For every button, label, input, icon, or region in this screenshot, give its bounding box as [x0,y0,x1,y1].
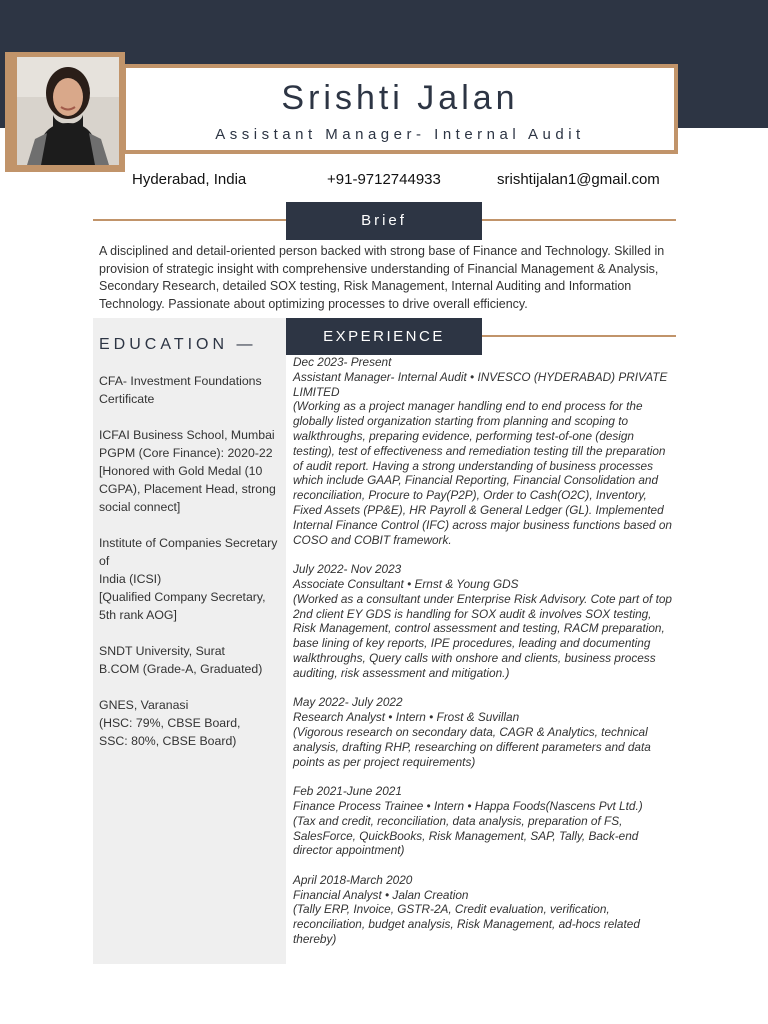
experience-role: Financial Analyst • Jalan Creation [293,887,469,902]
education-list [99,372,284,768]
experience-role: Assistant Manager- Internal Audit • INVESCO (HYDERABAD) PRIVATE LIMITED [293,369,668,399]
candidate-name: Srishti Jalan [281,79,519,117]
experience-item [293,695,675,769]
experience-description: (Vigorous research on secondary data, CAGR & Analytics, technical analysis, drafting RHP, researching on different parameters and data points as per project requirements) [293,724,651,769]
contact-phone: +91-9712744933 [327,171,441,188]
education-heading: EDUCATION — [99,336,257,353]
contact-email[interactable]: srishtijalan1@gmail.com [497,171,660,188]
brief-heading: Brief [286,202,482,240]
contact-location: Hyderabad, India [132,171,247,188]
experience-dates: July 2022- Nov 2023 [293,562,402,577]
name-box [122,64,678,154]
name-panel [126,68,674,150]
experience-dates: Dec 2023- Present [293,355,392,369]
experience-dates: May 2022- July 2022 [293,695,403,710]
person-silhouette-icon [17,57,119,165]
experience-description: (Tally ERP, Invoice, GSTR-2A, Credit evaluation, verification, reconciliation, budget analysis, Risk Management, ad-hocs related thereby) [293,902,640,947]
experience-dates: Feb 2021-June 2021 [293,784,402,799]
education-item: ICFAI Business School, Mumbai PGPM (Core Finance): 2020-22 [Honored with Gold Medal (10 CGPA), Placement Head, strong social connect] [99,428,276,514]
education-item: CFA- Investment Foundations Certificate [99,374,262,406]
experience-list [293,355,675,962]
experience-item [293,562,675,680]
experience-description: (Worked as a consultant under Enterprise Risk Advisory. Cote part of top 2nd client EY GDS is handling for SOX audit & involves SOX testing, Risk Management, control assessment and testing, RACM preparation, base lining of key reports, IPE procedures, leading and documenting walkthroughs, Query calls with onshore and clients, business process auditing, risk assessment and mitigation.) [293,591,672,680]
experience-item [293,873,675,947]
experience-role: Finance Process Trainee • Intern • Happa Foods(Nascens Pvt Ltd.) [293,798,643,813]
education-item: SNDT University, Surat B.COM (Grade-A, Graduated) [99,644,263,676]
brief-text: A disciplined and detail-oriented person backed with strong base of Finance and Technology. Skilled in provision of strategic insight with comprehensive understanding of Financial Management & Analysis, Secondary Research, detailed SOX testing, Risk Management, Internal Auditing and Information Technology. Passionate about optimizing processes to drive overall efficiency. [99,244,665,311]
brief-rule-right [481,219,676,221]
photo-frame [5,52,125,172]
job-title: Assistant Manager- Internal Audit [215,126,585,143]
experience-dates: April 2018-March 2020 [293,872,413,887]
brief-rule-left [93,219,287,221]
experience-role: Associate Consultant • Ernst & Young GDS [293,576,519,591]
experience-item [293,355,675,547]
experience-description: (Tax and credit, reconciliation, data analysis, preparation of FS, SalesForce, QuickBooks, Risk Management, SAP, Tally, Back-end director appointment) [293,813,639,858]
experience-item [293,784,675,858]
education-item: Institute of Companies Secretary of India (ICSI) [Qualified Company Secretary, 5th rank AOG] [99,536,278,622]
experience-description: (Working as a project manager handling end to end process for the globally listed organization starting from planning and scoping to walkthroughs, preparing evidence, performing test-of-one (design testing), test of effectiveness and remediation testing till the preparation of audit report. Having a strong understanding of business processes which include GAAP, Financial Reporting, Financial Consolidation and reconciliation, Procure to Pay(P2P), Order to Cash(O2C), Inventory, Fixed Assets (PP&E), HR Payroll & General Ledger (GL). Implemented Internal Finance Control (IFC) across major business functions based on COSO and COBIT framework. [293,399,672,547]
experience-heading: EXPERIENCE [286,318,482,355]
education-item: GNES, Varanasi (HSC: 79%, CBSE Board, SSC: 80%, CBSE Board) [99,698,241,748]
experience-rule [481,335,676,337]
experience-role: Research Analyst • Intern • Frost & Suvillan [293,710,520,725]
profile-photo [17,57,119,165]
